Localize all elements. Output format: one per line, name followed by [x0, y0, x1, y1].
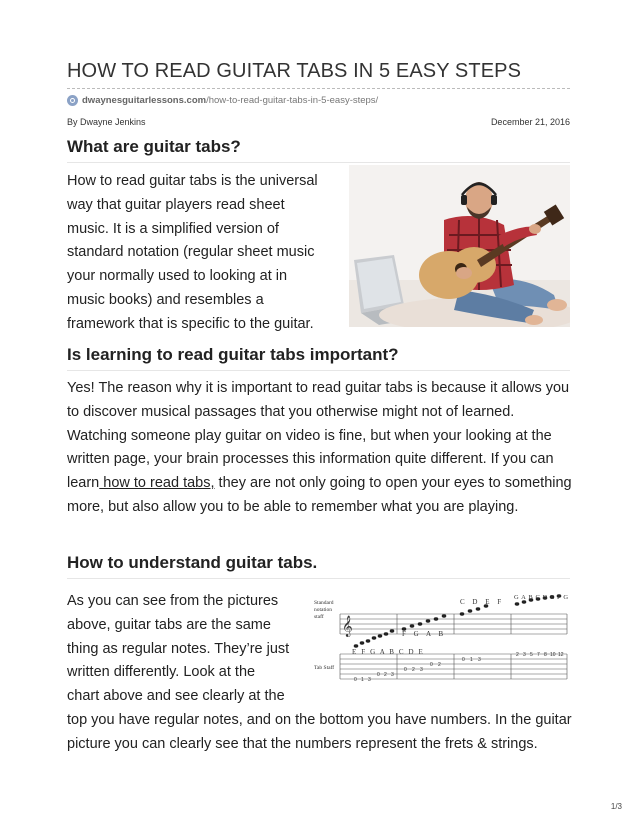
notes-mid: F G A B [402, 630, 447, 638]
svg-text:2: 2 [516, 652, 519, 658]
svg-text:1: 1 [470, 657, 473, 663]
tab-chart-graphic [312, 592, 570, 690]
section1-line: music. It is a simplified version of [67, 220, 279, 237]
section3-narrow-paragraph [67, 590, 312, 709]
title-divider [67, 88, 570, 89]
guitar-player-photo [349, 165, 570, 327]
section-heading-what-are-tabs: What are guitar tabs? [67, 137, 241, 156]
section1-paragraph [67, 170, 347, 337]
svg-text:7: 7 [537, 652, 540, 658]
how-to-read-tabs-link[interactable]: how to read tabs, [99, 475, 215, 492]
source-url[interactable] [67, 95, 378, 106]
standard-label-2: notation [314, 607, 333, 613]
svg-text:2: 2 [384, 672, 387, 678]
section3-line: above, guitar tabs are the same [67, 616, 271, 633]
section1-line: framework that is specific to the guitar. [67, 315, 314, 332]
url-path[interactable]: /how-to-read-guitar-tabs-in-5-easy-steps/ [206, 95, 379, 106]
standard-label-3: staff [314, 614, 324, 620]
section1-line: standard notation (regular sheet music [67, 244, 315, 261]
svg-text:0: 0 [462, 657, 465, 663]
tab-notation-chart [312, 592, 570, 690]
svg-text:3: 3 [478, 657, 481, 663]
section-rule [67, 162, 570, 163]
publish-date: December 21, 2016 [490, 117, 570, 127]
section-rule [67, 370, 570, 371]
section2-paragraph [67, 377, 572, 520]
svg-text:12: 12 [558, 652, 564, 658]
svg-text:𝄞: 𝄞 [342, 616, 353, 636]
tab-staff-label: Tab Staff [314, 665, 335, 671]
url-domain[interactable]: dwaynesguitarlessons.com [82, 95, 207, 106]
svg-text:3: 3 [420, 667, 423, 673]
notes-top: G A B C D E F G [514, 594, 569, 601]
svg-text:8: 8 [544, 652, 547, 658]
standard-label-1: Standard [314, 600, 334, 606]
svg-text:2: 2 [412, 667, 415, 673]
svg-text:3: 3 [368, 677, 371, 683]
section2-text-after-link: they are not only going to open your eyes to something more, but also allow you to be able to remember what you are playing. [67, 475, 572, 515]
svg-text:2: 2 [438, 662, 441, 668]
section3-line: As you can see from the pictures [67, 593, 279, 609]
section2-text-before-link: Yes! The reason why it is important to read guitar tabs is because it allows you to discover musical passages that you otherwise might not of learned. Watching someone play guitar on video is fine, but when your looking at the written page, your brain processes this information quite different. If you can learn [67, 380, 570, 492]
section1-line: your normally used to looking at in [67, 268, 288, 285]
svg-text:0: 0 [377, 672, 380, 678]
section-rule [67, 578, 570, 579]
svg-text:5: 5 [530, 652, 533, 658]
svg-text:3: 3 [391, 672, 394, 678]
section3-line: thing as regular notes. They’re just [67, 640, 290, 657]
section1-line: How to read guitar tabs is the universal [67, 173, 318, 189]
notes-high: C D E F [460, 598, 505, 606]
page-number: 1/3 [610, 802, 622, 811]
globe-icon [67, 95, 78, 106]
svg-text:3: 3 [523, 652, 526, 658]
section3-wide-paragraph: top you have regular notes, and on the bottom you have numbers. In the guitar picture you can clearly see that the numbers represent the frets & strings. [67, 712, 572, 752]
section1-line: music books) and resembles a [67, 291, 264, 308]
section3-line: written differently. Look at the [67, 664, 256, 681]
svg-text:1: 1 [361, 677, 364, 683]
svg-text:0: 0 [430, 662, 433, 668]
article-title: HOW TO READ GUITAR TABS IN 5 EASY STEPS [67, 60, 522, 82]
section-heading-understand-tabs: How to understand guitar tabs. [67, 553, 318, 572]
section-heading-importance: Is learning to read guitar tabs important? [67, 345, 399, 364]
section3-line: chart above and see clearly at the [67, 688, 285, 705]
guitar-player-illustration [349, 165, 570, 327]
svg-text:0: 0 [354, 677, 357, 683]
section1-line: way that guitar players read sheet [67, 196, 285, 213]
notes-low: E F G A B C D E [352, 648, 425, 656]
author-byline: By Dwayne Jenkins [67, 117, 146, 127]
svg-text:0: 0 [404, 667, 407, 673]
svg-text:10: 10 [550, 652, 556, 658]
tab-numbers-caption: 0 1 3 0 2 3 0 2 3 0 2 0 1 3 2 3 5 7 8 10 12 [312, 592, 329, 593]
